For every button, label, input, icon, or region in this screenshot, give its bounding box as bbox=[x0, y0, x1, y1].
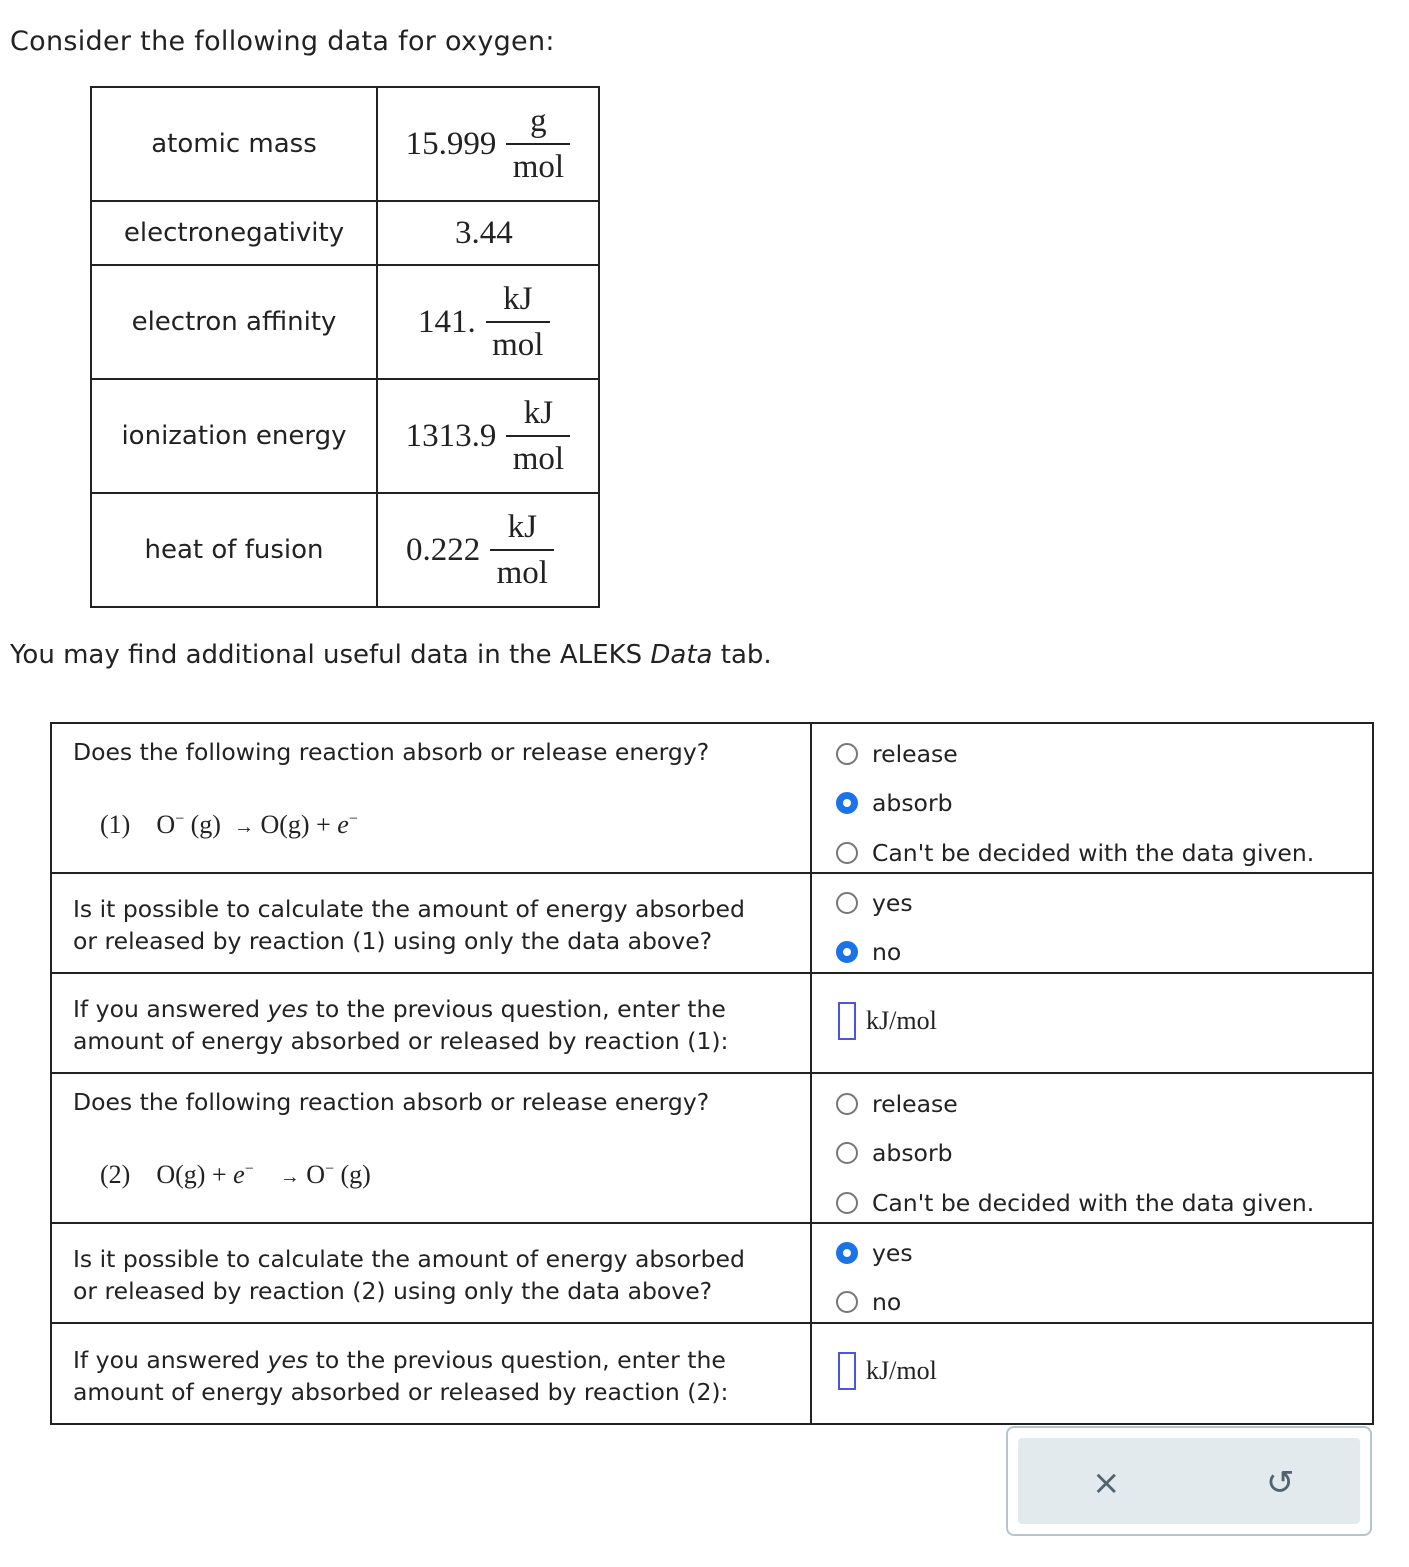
answer-cell bbox=[811, 1223, 1373, 1323]
intro-text: Consider the following data for oxygen: bbox=[10, 26, 555, 57]
value-number: 3.44 bbox=[455, 214, 513, 251]
table-row bbox=[91, 87, 599, 201]
radio-button[interactable] bbox=[836, 1093, 858, 1115]
unit-fraction bbox=[506, 104, 570, 184]
property-name: ionization energy bbox=[91, 379, 377, 493]
unit-denominator: mol bbox=[492, 326, 544, 363]
unit-fraction bbox=[506, 396, 570, 476]
table-row bbox=[91, 493, 599, 607]
question-prompt: Is it possible to calculate the amount of energy absorbed or released by reaction (1) using only the data above? bbox=[73, 895, 745, 955]
option-cant-decide[interactable]: Can't be decided with the data given. bbox=[836, 839, 1314, 867]
energy-answer-1 bbox=[838, 1002, 937, 1040]
question-prompt: If you answered yes to the previous question, enter the amount of energy absorbed or released by reaction (2): bbox=[73, 1346, 729, 1406]
option-no[interactable]: no bbox=[836, 938, 901, 966]
questions-table bbox=[50, 722, 1374, 1425]
property-value bbox=[377, 265, 599, 379]
unit-denominator: mol bbox=[512, 148, 565, 185]
value-number: 0.222 bbox=[406, 531, 481, 568]
option-yes[interactable]: yes bbox=[836, 1239, 913, 1267]
unit-fraction bbox=[486, 282, 550, 362]
value-number: 141. bbox=[418, 303, 476, 340]
property-value bbox=[377, 87, 599, 201]
answer-cell bbox=[811, 973, 1373, 1073]
value-number: 15.999 bbox=[405, 125, 497, 162]
unit-label: kJ/mol bbox=[866, 1356, 937, 1385]
question-prompt: Is it possible to calculate the amount of energy absorbed or released by reaction (2) using only the data above? bbox=[73, 1245, 745, 1305]
answer-cell bbox=[811, 723, 1373, 873]
unit-numerator: g bbox=[530, 102, 547, 139]
energy-input[interactable] bbox=[838, 1002, 856, 1040]
question-cell bbox=[51, 1323, 811, 1424]
unit-denominator: mol bbox=[512, 440, 565, 477]
oxygen-data-table bbox=[90, 86, 600, 608]
answer-toolbar bbox=[1006, 1426, 1372, 1536]
energy-answer-2 bbox=[838, 1352, 937, 1390]
property-name: electron affinity bbox=[91, 265, 377, 379]
option-cant-decide[interactable]: Can't be decided with the data given. bbox=[836, 1189, 1314, 1217]
question-row-4 bbox=[51, 1073, 1373, 1223]
value-number: 1313.9 bbox=[405, 417, 497, 454]
question-row-3 bbox=[51, 973, 1373, 1073]
table-row bbox=[91, 201, 599, 265]
question-prompt: If you answered yes to the previous question, enter the amount of energy absorbed or released by reaction (1): bbox=[73, 995, 729, 1055]
radio-button-selected[interactable] bbox=[836, 941, 858, 963]
table-row bbox=[91, 265, 599, 379]
question-cell bbox=[51, 973, 811, 1073]
data-tab-note: You may find additional useful data in the ALEKS Data tab. bbox=[10, 640, 772, 670]
answer-cell bbox=[811, 873, 1373, 973]
radio-button[interactable] bbox=[836, 743, 858, 765]
question-cell bbox=[51, 873, 811, 973]
property-value bbox=[377, 379, 599, 493]
radio-button[interactable] bbox=[836, 842, 858, 864]
option-yes[interactable]: yes bbox=[836, 889, 913, 917]
unit-numerator: kJ bbox=[503, 280, 533, 317]
property-name: atomic mass bbox=[91, 87, 377, 201]
property-value bbox=[377, 493, 599, 607]
question-cell bbox=[51, 1223, 811, 1323]
question-row-2 bbox=[51, 873, 1373, 973]
question-cell bbox=[51, 1073, 811, 1223]
unit-fraction bbox=[490, 510, 554, 590]
radio-button-selected[interactable] bbox=[836, 1242, 858, 1264]
unit-denominator: mol bbox=[496, 554, 548, 591]
question-prompt: Does the following reaction absorb or release energy? bbox=[73, 738, 710, 766]
radio-button[interactable] bbox=[836, 1291, 858, 1313]
table-row bbox=[91, 379, 599, 493]
radio-button[interactable] bbox=[836, 892, 858, 914]
option-absorb[interactable]: absorb bbox=[836, 789, 953, 817]
energy-input[interactable] bbox=[838, 1352, 856, 1390]
unit-numerator: kJ bbox=[523, 394, 554, 431]
option-no[interactable]: no bbox=[836, 1288, 901, 1316]
answer-cell bbox=[811, 1323, 1373, 1424]
question-cell bbox=[51, 723, 811, 873]
reaction-2: (2) O(g) + e− → O− (g) bbox=[100, 1160, 371, 1189]
radio-button-selected[interactable] bbox=[836, 792, 858, 814]
property-name: electronegativity bbox=[91, 201, 377, 265]
question-prompt: Does the following reaction absorb or release energy? bbox=[73, 1088, 710, 1116]
clear-icon[interactable]: × bbox=[1092, 1463, 1121, 1503]
answer-cell bbox=[811, 1073, 1373, 1223]
property-name: heat of fusion bbox=[91, 493, 377, 607]
radio-button[interactable] bbox=[836, 1142, 858, 1164]
property-value bbox=[377, 201, 599, 265]
question-row-1 bbox=[51, 723, 1373, 873]
radio-button[interactable] bbox=[836, 1192, 858, 1214]
question-row-6 bbox=[51, 1323, 1373, 1424]
option-absorb[interactable]: absorb bbox=[836, 1139, 953, 1167]
option-release[interactable]: release bbox=[836, 740, 958, 768]
reaction-1: (1) O− (g) → O(g) + e− bbox=[100, 810, 358, 839]
question-row-5 bbox=[51, 1223, 1373, 1323]
unit-label: kJ/mol bbox=[866, 1006, 937, 1035]
option-release[interactable]: release bbox=[836, 1090, 958, 1118]
unit-numerator: kJ bbox=[507, 508, 537, 545]
toolbar-panel bbox=[1018, 1438, 1360, 1524]
undo-icon[interactable]: ↺ bbox=[1266, 1463, 1295, 1503]
